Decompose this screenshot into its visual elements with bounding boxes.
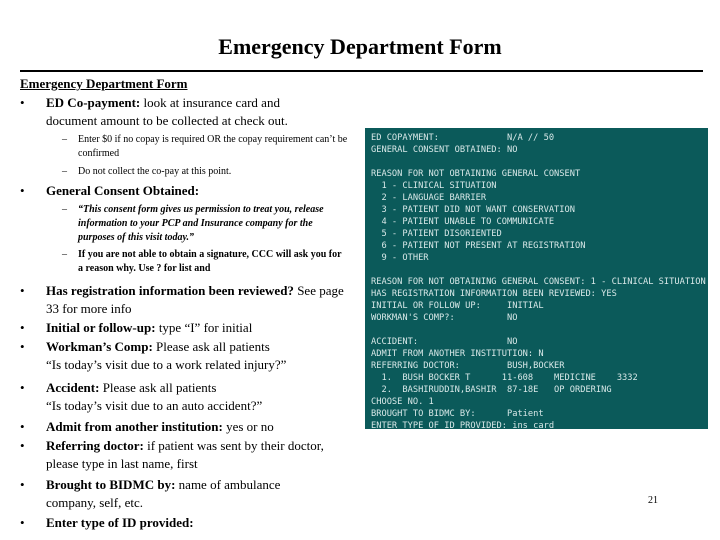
bullet-marker: •: [20, 419, 25, 434]
dash-marker: –: [62, 249, 67, 260]
bullet-marker: •: [20, 515, 25, 530]
brought-label: Brought to BIDMC by:: [46, 477, 176, 492]
terminal-line: 9 - OTHER: [371, 253, 429, 263]
terminal-line: 2 - LANGUAGE BARRIER: [371, 193, 487, 203]
initial-label: Initial or follow-up:: [46, 320, 156, 335]
workman-item: [46, 338, 270, 356]
terminal-line: [371, 324, 708, 336]
section-heading: Emergency Department Form: [20, 76, 188, 91]
consent-quote: “This consent form gives us permission to treat you, release information to your PCP and Insurance company for the purposes of this visit today.”: [78, 204, 324, 243]
terminal-line: 1. BUSH BOCKER T 11-608 MEDICINE 3332: [371, 373, 638, 383]
admit-text: yes or no: [222, 419, 274, 434]
terminal-line: REASON FOR NOT OBTAINING GENERAL CONSENT: [371, 169, 581, 179]
registration-text: See page 33 for more info: [46, 283, 344, 316]
referring-line2: please type in last name, first: [46, 456, 198, 471]
accident-item: [46, 379, 216, 397]
slide-title: Emergency Department Form: [218, 34, 502, 59]
admit-label: Admit from another institution:: [46, 419, 223, 434]
terminal-line: CHOOSE NO. 1: [371, 397, 434, 407]
dash-marker: –: [62, 166, 67, 177]
workman-text: Please ask all patients: [152, 339, 270, 354]
terminal-line: [371, 156, 708, 168]
terminal-line: GENERAL CONSENT OBTAINED: NO: [371, 145, 518, 155]
terminal-line: ACCIDENT: NO: [371, 337, 518, 347]
terminal-line: ENTER TYPE OF ID PROVIDED: ins card: [371, 421, 555, 429]
dash-marker: –: [62, 204, 67, 215]
bullet-marker: •: [20, 339, 25, 354]
referring-text: if patient was sent by their doctor,: [143, 438, 324, 453]
accident-question: “Is today’s visit due to an auto accident?”: [46, 398, 263, 413]
registration-label: Has registration information been reviewed?: [46, 283, 294, 298]
bullet-marker: •: [20, 477, 25, 492]
consent-sub-2: If you are not able to obtain a signature, CCC will ask you for a reason why. Use ? for list and: [78, 249, 342, 274]
terminal-line: 2. BASHIRUDDIN,BASHIR 87-18E OP ORDERING: [371, 385, 612, 395]
bullet-marker: •: [20, 183, 25, 198]
brought-text: name of ambulance: [175, 477, 281, 492]
accident-text: Please ask all patients: [99, 380, 217, 395]
terminal-line: WORKMAN'S COMP?: NO: [371, 313, 518, 323]
terminal-line: REASON FOR NOT OBTAINING GENERAL CONSENT: 1 - CLINICAL SITUATION: [371, 277, 706, 287]
admit-item: [46, 418, 274, 436]
terminal-line: 5 - PATIENT DISORIENTED: [371, 229, 502, 239]
terminal-line: [371, 264, 708, 276]
workman-label: Workman’s Comp:: [46, 339, 153, 354]
consent-label: General Consent Obtained:: [46, 183, 200, 198]
terminal-line: BROUGHT TO BIDMC BY: Patient: [371, 409, 544, 419]
bullet-marker: •: [20, 380, 25, 395]
copay-text: look at insurance card and document amount to be collected at check out.: [46, 95, 288, 128]
terminal-line: ADMIT FROM ANOTHER INSTITUTION: N: [371, 349, 544, 359]
terminal-line: HAS REGISTRATION INFORMATION BEEN REVIEWED: YES: [371, 289, 617, 299]
bullet-marker: •: [20, 320, 25, 335]
registration-item: [46, 282, 346, 318]
title-divider: [20, 70, 703, 72]
brought-item: [46, 476, 280, 494]
bullet-marker: •: [20, 283, 25, 298]
page-number: 21: [648, 495, 658, 506]
terminal-screen: [365, 128, 708, 429]
accident-label: Accident:: [46, 380, 100, 395]
bullet-marker: •: [20, 438, 25, 453]
terminal-line: 6 - PATIENT NOT PRESENT AT REGISTRATION: [371, 241, 586, 251]
terminal-line: 1 - CLINICAL SITUATION: [371, 181, 497, 191]
initial-item: [46, 319, 252, 337]
initial-text: type “I” for initial: [155, 320, 253, 335]
terminal-line: ED COPAYMENT: N/A // 50: [371, 133, 555, 143]
copay-sub-2: Do not collect the co-pay at this point.: [78, 166, 232, 177]
terminal-line: REFERRING DOCTOR: BUSH,BOCKER: [371, 361, 565, 371]
terminal-line: 3 - PATIENT DID NOT WANT CONSERVATION: [371, 205, 575, 215]
terminal-line: 4 - PATIENT UNABLE TO COMMUNICATE: [371, 217, 555, 227]
copay-item: [46, 94, 321, 130]
brought-line2: company, self, etc.: [46, 495, 143, 510]
copay-sub-1: Enter $0 if no copay is required OR the copay requirement can’t be confirmed: [78, 134, 348, 159]
dash-marker: –: [62, 134, 67, 145]
terminal-line: INITIAL OR FOLLOW UP: INITIAL: [371, 301, 544, 311]
bullet-marker: •: [20, 95, 25, 110]
referring-label: Referring doctor:: [46, 438, 144, 453]
referring-item: [46, 437, 324, 455]
idtype-label: Enter type of ID provided:: [46, 515, 194, 530]
copay-label: ED Co-payment:: [46, 95, 141, 110]
workman-question: “Is today’s visit due to a work related injury?”: [46, 357, 287, 372]
